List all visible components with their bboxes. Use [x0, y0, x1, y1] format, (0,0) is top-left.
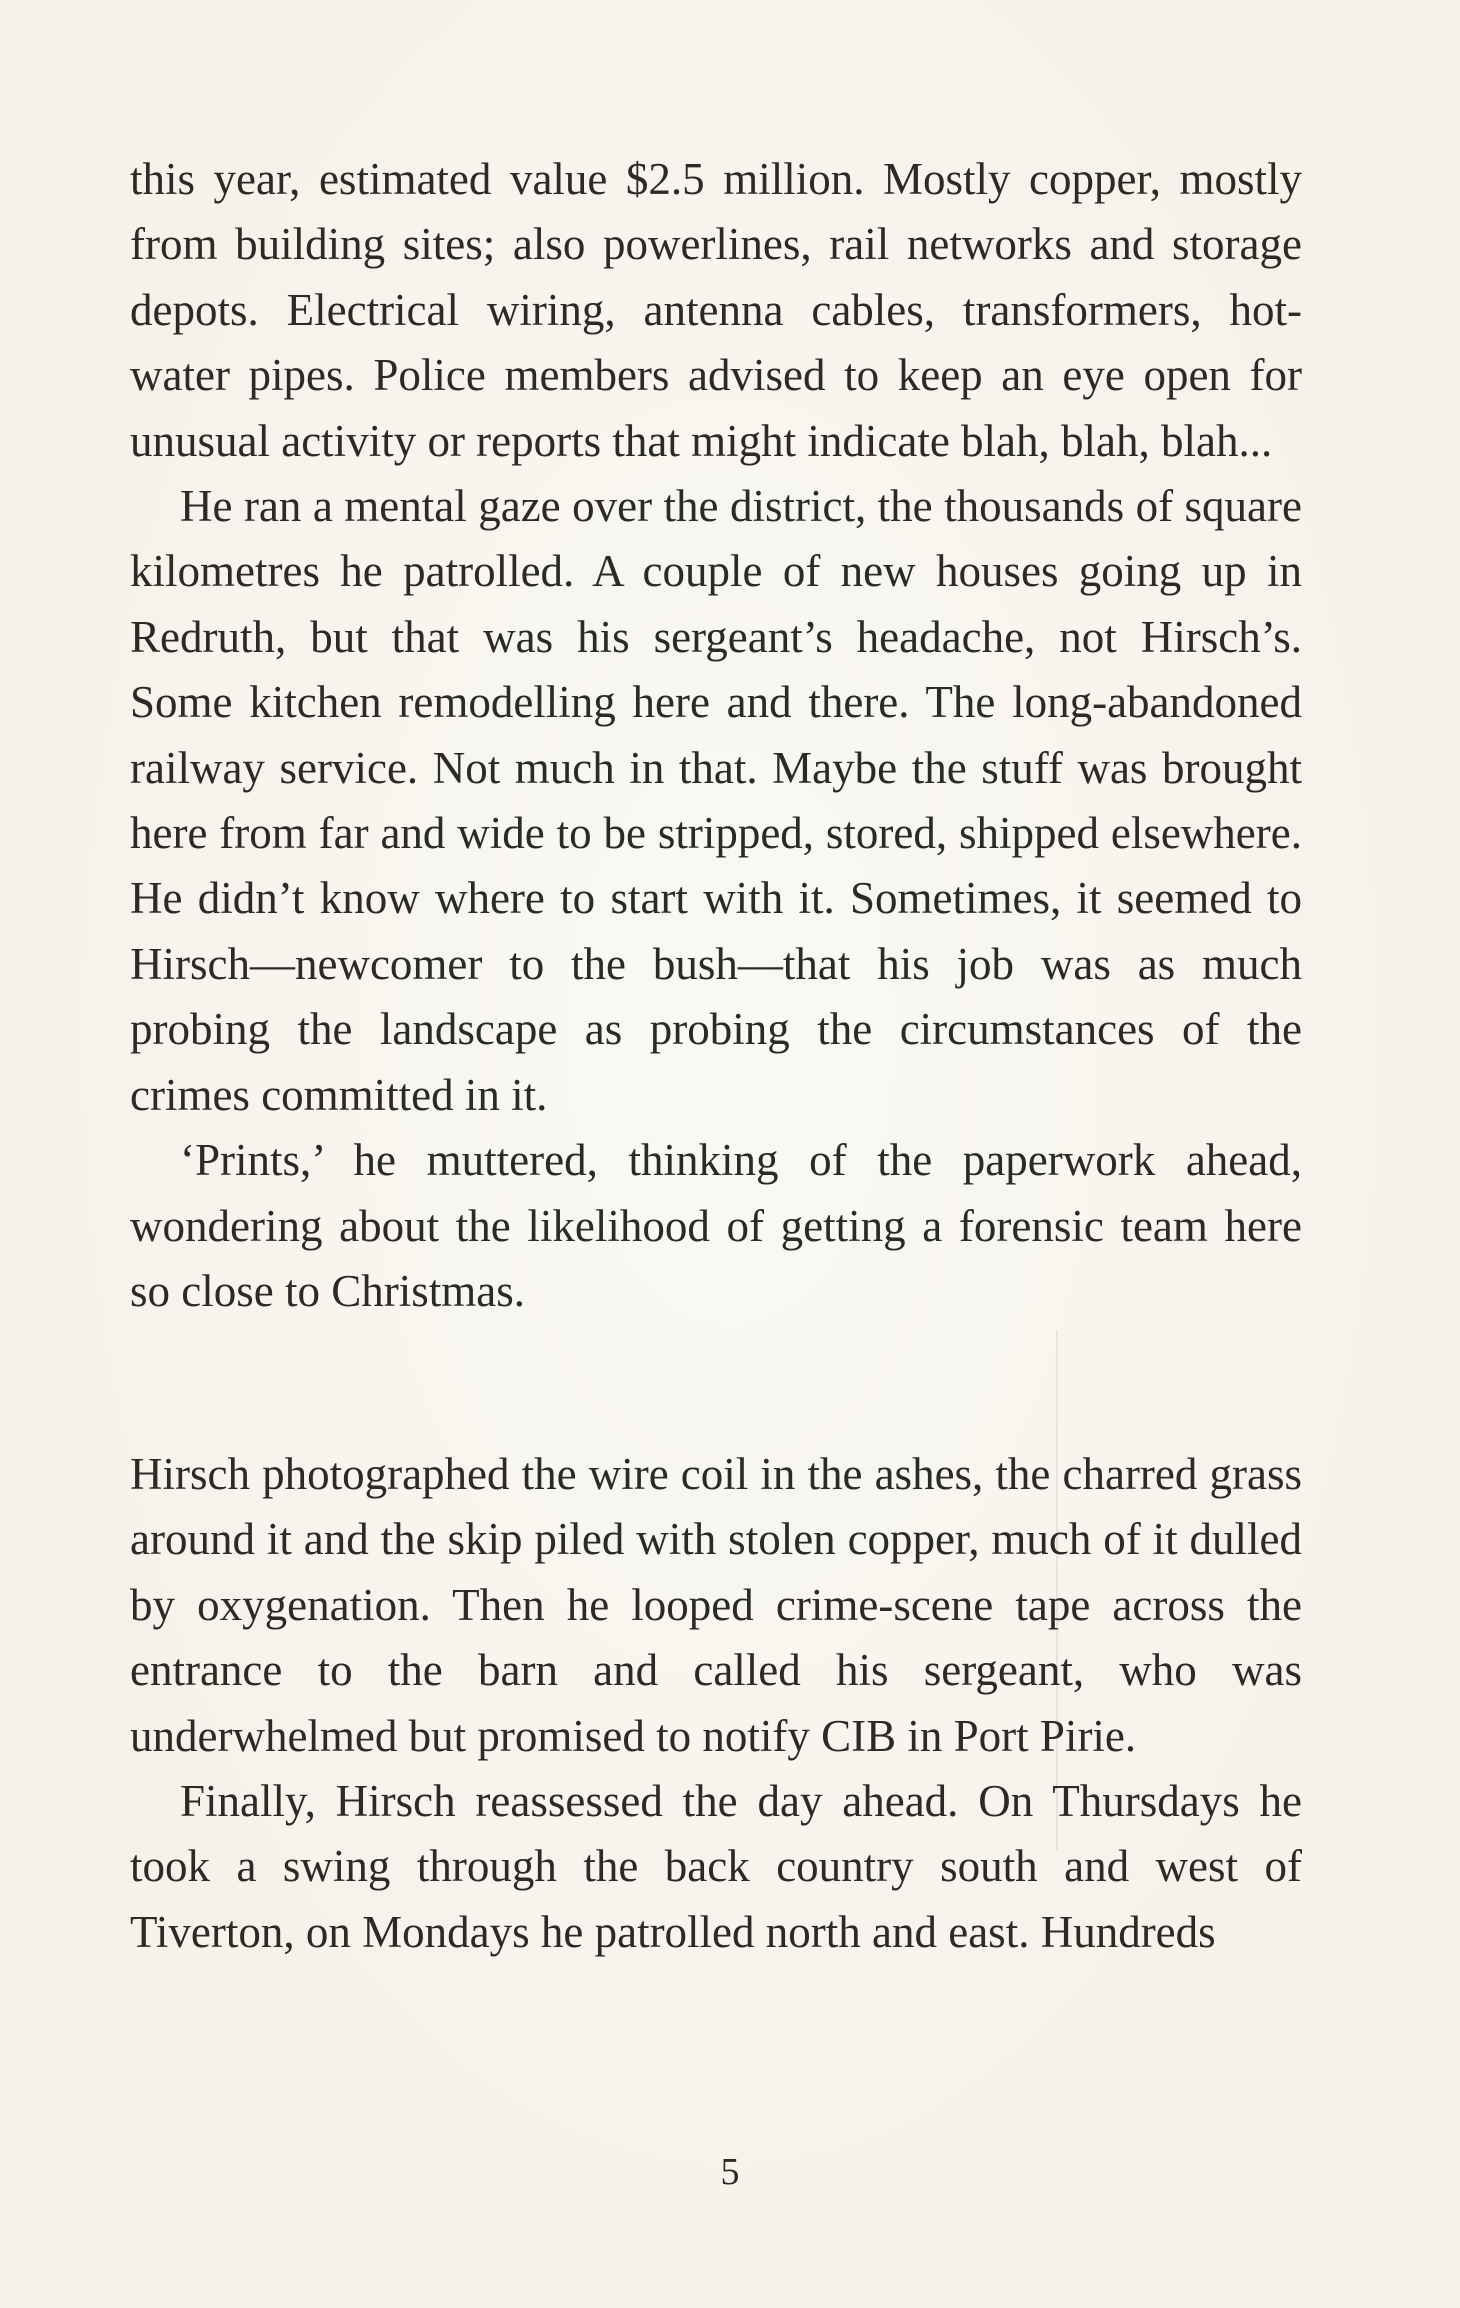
page-number: 5: [720, 2151, 740, 2193]
paragraph-3: ‘Prints,’ he muttered, thinking of the paperwork ahead, wondering about the likelihood of getting a forensic team here so close to Christmas.: [130, 1135, 1302, 1316]
paragraph-5: Finally, Hirsch reassessed the day ahead. On Thursdays he took a swing through the back country south and west of Tiverton, on Mondays he patrolled north and east. Hundreds: [130, 1776, 1302, 1957]
paragraph-4: Hirsch photographed the wire coil in the ashes, the charred grass around it and the skip piled with stolen copper, much of it dulled by oxygenation. Then he looped crime-scene tape across the entrance to the barn and called his sergeant, who was underwhelmed but promised to notify CIB in Port Pirie.: [130, 1449, 1302, 1761]
text-section-2: [130, 1442, 1302, 1965]
paragraph-2: He ran a mental gaze over the district, the thousands of square kilometres he patrolled. A couple of new houses going up in Redruth, but that was his sergeant’s headache, not Hirsch’s. Some kitchen remodelling here and there. The long-abandoned railway service. Not much in that. Maybe the stuff was brought here from far and wide to be stripped, stored, shipped elsewhere. He didn’t know where to start with it. Sometimes, it seemed to Hirsch—newcomer to the bush—that his job was as much probing the landscape as probing the circumstances of the crimes committed in it.: [130, 481, 1302, 1120]
paragraph-1: this year, estimated value $2.5 million. Mostly copper, mostly from building sites; also powerlines, rail networks and storage depots. Electrical wiring, antenna cables, transformers, hot-water pipes. Police members advised to keep an eye open for unusual activity or reports that might indicate blah, blah, blah...: [130, 154, 1302, 466]
text-section-1: [130, 147, 1302, 1324]
